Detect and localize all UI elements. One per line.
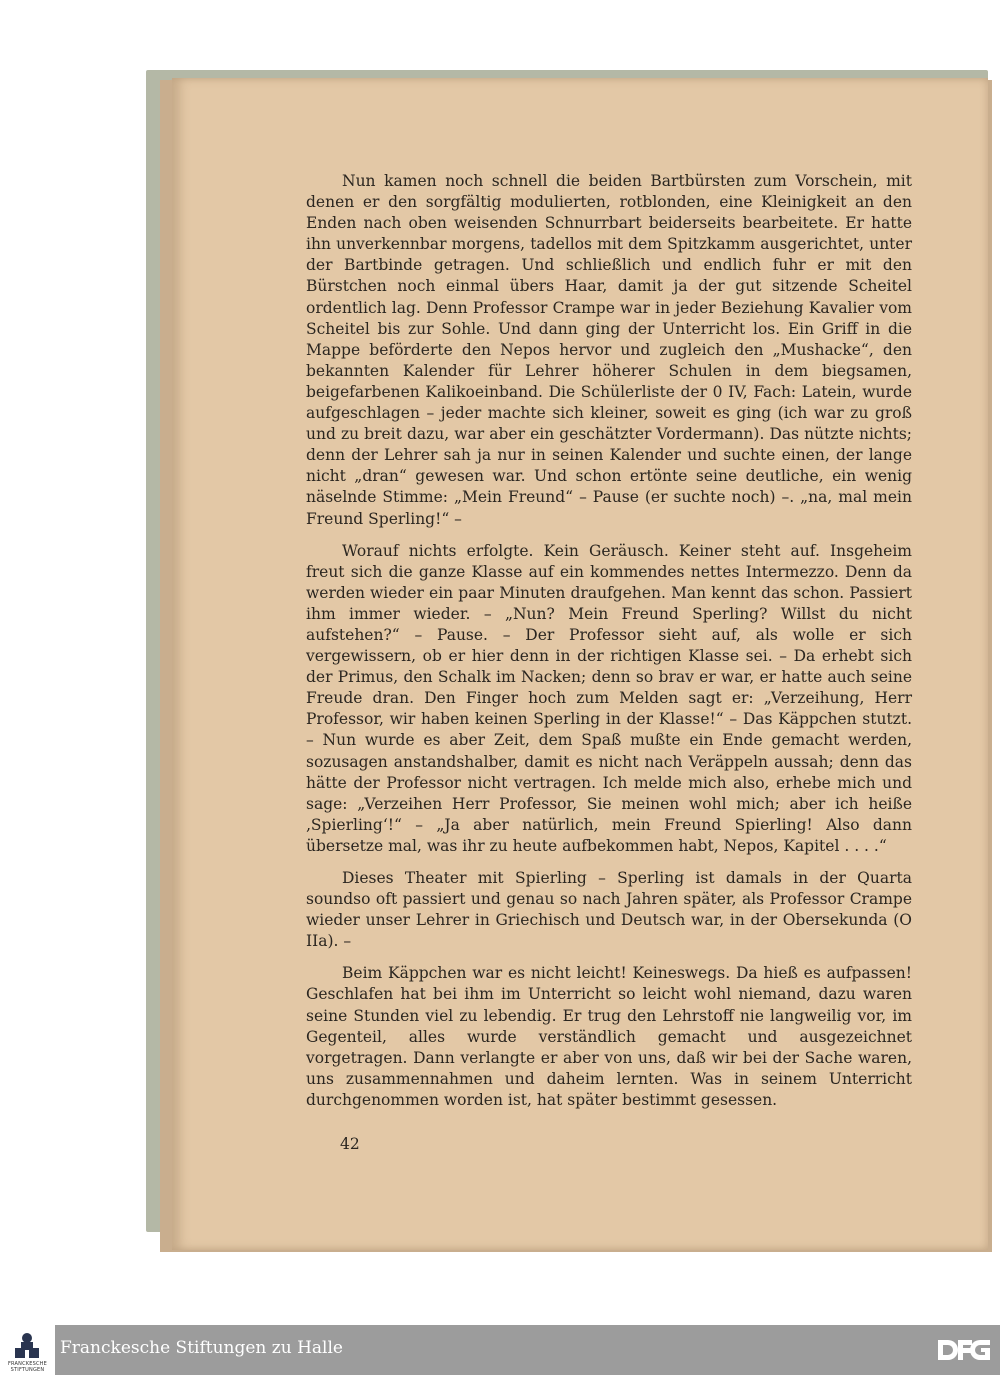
paragraph-1: Nun kamen noch schnell die beiden Bartbürsten zum Vorschein, mit denen er den sorgfältig modulierten, rotblonden, eine Kleinigkeit an den Enden nach oben weisenden Schnurrbart beiderseits bearbeitete. Er hatte ihn unverkennbar morgens, tadellos mit dem Spitzkamm ausgerichtet, unter der Bartbinde getragen. Und schließlich und endlich fuhr er mit den Bürstchen noch einmal übers Haar, damit ja der gut sitzende Scheitel ordentlich lag. Denn Professor Crampe war in jeder Beziehung Kavalier vom Scheitel bis zur Sohle. Und dann ging der Unterricht los. Ein Griff in die Mappe beförderte den Nepos hervor und zugleich den „Mushacke“, den bekannten Kalender für Lehrer höherer Schulen in dem biegsamen, beigefarbenen Kalikoeinband. Die Schülerliste der 0 IV, Fach: Latein, wurde aufgeschlagen – jeder machte sich kleiner, soweit es ging (ich war zu groß und zu breit dazu, war aber ein geschätzter Vordermann). Das nützte nichts; denn der Lehrer sah ja nur in seinen Kalender und suchte einen, der lange nicht „dran“ gewesen war. Und schon ertönte seine deutliche, ein wenig näselnde Stimme: „Mein Freund“ – Pause (er suchte noch) –. „na, mal mein Freund Sperling!“ –: [306, 172, 912, 528]
page-number: 42: [340, 1135, 360, 1153]
page-text: [306, 171, 912, 1122]
footer-title[interactable]: Franckesche Stiftungen zu Halle: [60, 1338, 343, 1358]
logo-wordmark: FRANCKESCHE STIFTUNGEN: [7, 1361, 48, 1373]
paragraph-2: Worauf nichts erfolgte. Kein Geräusch. Keiner steht auf. Insgeheim freut sich die ganze Klasse auf ein kommendes nettes Intermezzo. Denn da werden wieder ein paar Minuten draufgehen. Man kennt das schon. Passiert ihm immer wieder. – „Nun? Mein Freund Sperling? Willst du nicht aufstehen?“ – Pause. – Der Professor sieht auf, als wolle er sich vergewissern, ob er hier denn in der richtigen Klasse sei. – Da erhebt sich der Primus, den Schalk im Nacken; denn so brav er war, er hatte auch seine Freude dran. Den Finger hoch zum Melden sagt er: „Verzeihung, Herr Professor, wir haben keinen Sperling in der Klasse!“ – Das Käppchen stutzt. – Nun wurde es aber Zeit, dem Spaß mußte ein Ende gemacht werden, sozusagen anstandshalber, damit es nicht nach Veräppeln aussah; denn das hätte der Professor nicht vertragen. Ich melde mich also, erhebe mich und sage: „Verzeihen Herr Professor, Sie meinen wohl mich; aber ich heiße ‚Spierling‘!“ – „Ja aber natürlich, mein Freund Spierling! Also dann übersetze mal, was ihr zu heute aufbekommen habt, Nepos, Kapitel . . . .“: [306, 541, 912, 855]
paragraph-3: Dieses Theater mit Spierling – Sperling ist damals in der Quarta soundso oft passiert und genau so nach Jahren später, als Professor Crampe wieder unser Lehrer in Griechisch und Deutsch war, in der Obersekunda (O IIa). –: [306, 869, 912, 951]
franckesche-logo[interactable]: [0, 1325, 55, 1375]
paragraph-4: Beim Käppchen war es nicht leicht! Keineswegs. Da hieß es aufpassen! Geschlafen hat bei ihm im Unterricht so leicht wohl niemand, dazu waren seine Stunden viel zu lebendig. Er trug den Lehrstoff nie langweilig vor, im Gegenteil, alles wurde verständlich gemacht und ausgezeichnet vorgetragen. Dann verlangte er aber von uns, daß wir bei der Sache waren, uns zusammennahmen und daheim lernten. Was in seinem Unterricht durchgenommen worden ist, hat später bestimmt gesessen.: [306, 964, 912, 1109]
footer-bar: [0, 1325, 1000, 1375]
dfg-logo[interactable]: [936, 1338, 992, 1362]
franckesche-emblem-icon: [12, 1330, 42, 1360]
